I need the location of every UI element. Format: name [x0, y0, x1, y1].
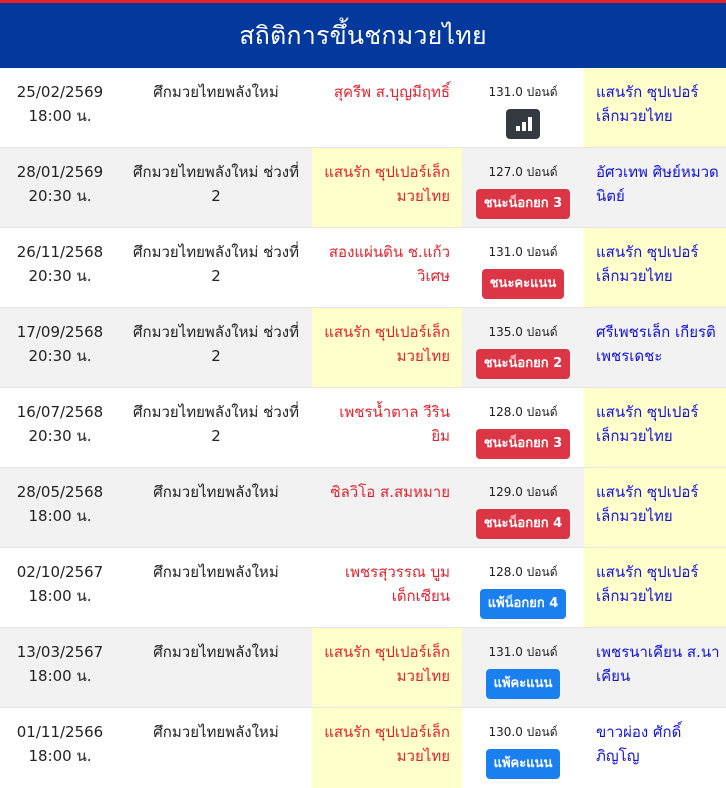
weight-label: 129.0 ปอนด์ [488, 485, 558, 499]
event-name: ศึกมวยไทยพลังใหม่ ช่วงที่ 2 [132, 323, 299, 365]
fight-result-cell [462, 548, 584, 627]
blue-corner-fighter-link[interactable]: อัศวเทพ ศิษย์หมวดนิตย์ [596, 163, 719, 205]
event-name: ศึกมวยไทยพลังใหม่ [153, 563, 279, 581]
weight-label: 135.0 ปอนด์ [488, 325, 558, 339]
weight-label: 128.0 ปอนด์ [488, 405, 558, 419]
fight-time: 20:30 น. [28, 347, 92, 365]
red-corner-fighter-link[interactable]: ซิลวิโอ ส.สมหมาย [330, 483, 450, 501]
event-name: ศึกมวยไทยพลังใหม่ ช่วงที่ 2 [132, 243, 299, 285]
fight-row [0, 388, 726, 468]
blue-corner-fighter-link[interactable]: แสนรัก ซุปเปอร์เล็กมวยไทย [584, 468, 726, 547]
fight-date-cell [0, 68, 120, 147]
red-corner-fighter-link[interactable]: แสนรัก ซุปเปอร์เล็กมวยไทย [312, 628, 462, 707]
fight-row [0, 628, 726, 708]
win-result-badge: ชนะคะแนน [482, 269, 565, 299]
weight-label: 131.0 ปอนด์ [488, 245, 558, 259]
fight-time: 18:00 น. [28, 587, 92, 605]
fight-result-cell [462, 388, 584, 467]
fight-date-cell [0, 388, 120, 467]
fight-date: 25/02/2569 [16, 83, 104, 101]
loss-result-badge: แพ้คะแนน [486, 669, 561, 699]
blue-corner-fighter-link[interactable]: แสนรัก ซุปเปอร์เล็กมวยไทย [584, 68, 726, 147]
fight-time: 20:30 น. [28, 427, 92, 445]
blue-corner-fighter-link[interactable]: ขาวผ่อง ศักดิ์ภิญโญ [596, 723, 682, 765]
page-header [0, 3, 726, 68]
fight-time: 18:00 น. [28, 507, 92, 525]
fight-date-cell [0, 468, 120, 547]
fight-date: 28/01/2569 [16, 163, 104, 181]
bar-chart-icon [516, 117, 532, 131]
fight-time: 18:00 น. [28, 107, 92, 125]
loss-result-badge: แพ้น็อกยก 4 [480, 589, 567, 619]
fight-date-cell [0, 308, 120, 387]
event-name: ศึกมวยไทยพลังใหม่ ช่วงที่ 2 [132, 163, 299, 205]
blue-corner-fighter-link[interactable]: เพชรนาเคียน ส.นาเคียน [596, 643, 720, 685]
red-corner-fighter-link[interactable]: เพชรสุวรรณ บูมเด็กเซียน [344, 563, 450, 605]
fight-date: 02/10/2567 [16, 563, 104, 581]
blue-corner-fighter-link[interactable]: แสนรัก ซุปเปอร์เล็กมวยไทย [584, 548, 726, 627]
fight-date-cell [0, 548, 120, 627]
fight-row [0, 68, 726, 148]
fight-result-cell [462, 468, 584, 547]
blue-corner-fighter-link[interactable]: แสนรัก ซุปเปอร์เล็กมวยไทย [584, 388, 726, 467]
event-name: ศึกมวยไทยพลังใหม่ [153, 723, 279, 741]
red-corner-fighter-link[interactable]: เพชรน้ำตาล วีรินยิม [339, 403, 450, 445]
fight-time: 20:30 น. [28, 187, 92, 205]
fight-result-cell [462, 228, 584, 307]
red-corner-fighter-link[interactable]: สองแผ่นดิน ช.แก้ววิเศษ [328, 243, 450, 285]
fight-result-cell [462, 68, 584, 147]
fight-row [0, 148, 726, 228]
fight-time: 18:00 น. [28, 667, 92, 685]
fight-date-cell [0, 628, 120, 707]
fight-date: 01/11/2566 [16, 723, 104, 741]
red-corner-fighter-link[interactable]: แสนรัก ซุปเปอร์เล็กมวยไทย [312, 148, 462, 227]
fight-date-cell [0, 708, 120, 788]
weight-label: 130.0 ปอนด์ [488, 725, 558, 739]
blue-corner-fighter-link[interactable]: ศรีเพชรเล็ก เกียรติเพชรเดชะ [596, 323, 716, 365]
event-name: ศึกมวยไทยพลังใหม่ [153, 483, 279, 501]
event-name: ศึกมวยไทยพลังใหม่ [153, 643, 279, 661]
fight-date-cell [0, 228, 120, 307]
win-result-badge: ชนะน็อกยก 4 [476, 509, 570, 539]
page-title: สถิติการขึ้นชกมวยไทย [239, 20, 487, 50]
win-result-badge: ชนะน็อกยก 3 [476, 429, 570, 459]
fight-result-cell [462, 148, 584, 227]
fight-result-cell [462, 708, 584, 788]
fight-date: 26/11/2568 [16, 243, 104, 261]
weight-label: 131.0 ปอนด์ [488, 645, 558, 659]
fight-row [0, 708, 726, 788]
stats-button[interactable] [506, 109, 540, 139]
weight-label: 131.0 ปอนด์ [488, 85, 558, 99]
weight-label: 128.0 ปอนด์ [488, 565, 558, 579]
fight-time: 18:00 น. [28, 747, 92, 765]
fight-date: 28/05/2568 [16, 483, 104, 501]
red-corner-fighter-link[interactable]: แสนรัก ซุปเปอร์เล็กมวยไทย [312, 308, 462, 387]
fight-row [0, 548, 726, 628]
fight-result-cell [462, 628, 584, 707]
red-corner-fighter-link[interactable]: สุครีพ ส.บุญมีฤทธิ์ [333, 83, 450, 101]
red-corner-fighter-link[interactable]: แสนรัก ซุปเปอร์เล็กมวยไทย [312, 708, 462, 788]
event-name: ศึกมวยไทยพลังใหม่ [153, 83, 279, 101]
fight-history-table [0, 68, 726, 788]
fight-date: 17/09/2568 [16, 323, 104, 341]
event-name: ศึกมวยไทยพลังใหม่ ช่วงที่ 2 [132, 403, 299, 445]
fight-row [0, 228, 726, 308]
win-result-badge: ชนะน็อกยก 2 [476, 349, 570, 379]
fight-row [0, 468, 726, 548]
win-result-badge: ชนะน็อกยก 3 [476, 189, 570, 219]
weight-label: 127.0 ปอนด์ [488, 165, 558, 179]
fight-date: 13/03/2567 [16, 643, 104, 661]
blue-corner-fighter-link[interactable]: แสนรัก ซุปเปอร์เล็กมวยไทย [584, 228, 726, 307]
fight-time: 20:30 น. [28, 267, 92, 285]
fight-result-cell [462, 308, 584, 387]
fight-date-cell [0, 148, 120, 227]
fight-row [0, 308, 726, 388]
fight-date: 16/07/2568 [16, 403, 104, 421]
loss-result-badge: แพ้คะแนน [486, 749, 561, 779]
